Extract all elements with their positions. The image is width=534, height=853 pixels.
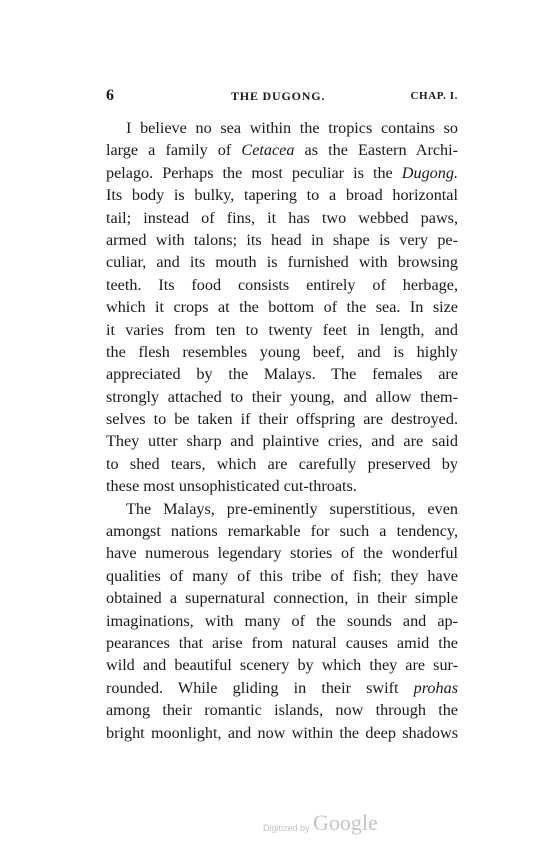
line-segment: They utter sharp and plaintive cries, and are said xyxy=(106,432,458,451)
line-segment: as the Eastern Archi- xyxy=(294,141,458,160)
line-segment: teeth. Its food consists entirely of herbage, xyxy=(106,275,458,294)
text-line xyxy=(106,520,458,542)
running-title: THE DUGONG. xyxy=(231,89,326,103)
line-segment: qualities of many of this tribe of fish; they have xyxy=(106,566,458,585)
text-line xyxy=(106,162,458,184)
italic-term: Dugong. xyxy=(401,163,458,182)
line-segment: have numerous legendary stories of the wonderful xyxy=(106,544,458,563)
text-line xyxy=(106,542,458,564)
text-line xyxy=(106,453,458,475)
page-header xyxy=(106,87,458,107)
line-segment: I believe no sea within the tropics contains so xyxy=(126,119,458,137)
line-segment: tail; instead of fins, it has two webbed paws, xyxy=(106,208,458,227)
text-line xyxy=(106,699,458,721)
text-line xyxy=(106,632,458,654)
digitization-watermark xyxy=(263,810,403,840)
text-line xyxy=(106,251,458,273)
text-line xyxy=(106,565,458,587)
text-line xyxy=(106,229,458,251)
text-line xyxy=(106,475,458,497)
text-line xyxy=(106,296,458,318)
line-segment: these most unsophisticated cut-throats. xyxy=(106,477,357,496)
text-line xyxy=(106,654,458,676)
line-segment: obtained a supernatural connection, in their simple xyxy=(106,589,458,608)
text-line xyxy=(106,430,458,452)
line-segment: the flesh resembles young beef, and is highly xyxy=(106,342,458,361)
line-segment: among their romantic islands, now through the xyxy=(106,701,458,720)
watermark-digitized-by: Digitized by xyxy=(263,823,310,833)
text-line xyxy=(106,117,458,139)
line-segment: strongly attached to their young, and allow them- xyxy=(106,387,458,406)
text-line xyxy=(106,274,458,296)
text-line xyxy=(106,610,458,632)
italic-term: Cetacea xyxy=(241,141,295,160)
text-line xyxy=(106,341,458,363)
text-line xyxy=(106,498,458,520)
line-segment: rounded. While gliding in their swift xyxy=(106,678,414,697)
line-segment: pelago. Perhaps the most peculiar is the xyxy=(106,163,402,182)
italic-term: prohas xyxy=(413,678,458,697)
google-logo: Google xyxy=(313,810,378,835)
line-segment: it varies from ten to twenty feet in length, and xyxy=(106,320,458,339)
page-number: 6 xyxy=(106,87,114,104)
line-segment: appreciated by the Malays. The females are xyxy=(106,365,458,384)
text-line xyxy=(106,587,458,609)
line-segment: wild and beautiful scenery by which they are sur- xyxy=(106,656,458,675)
line-segment: imaginations, with many of the sounds and ap- xyxy=(106,611,458,630)
text-line xyxy=(106,408,458,430)
line-segment: amongst nations remarkable for such a tendency, xyxy=(106,522,458,541)
text-line xyxy=(106,386,458,408)
line-segment: armed with talons; its head in shape is very pe- xyxy=(106,230,458,249)
line-segment: large a family of xyxy=(106,141,242,160)
text-line xyxy=(106,139,458,161)
line-segment: bright moonlight, and now within the deep shadows xyxy=(106,723,458,742)
line-segment: The Malays, pre-eminently superstitious, even xyxy=(126,499,458,518)
line-segment: to shed tears, which are carefully preserved by xyxy=(106,454,458,473)
line-segment: pearances that arise from natural causes amid the xyxy=(106,633,458,652)
body-text xyxy=(106,117,458,744)
text-line xyxy=(106,184,458,206)
line-segment: selves to be taken if their offspring are destroyed. xyxy=(106,410,458,429)
text-line xyxy=(106,677,458,699)
chapter-label: CHAP. I. xyxy=(410,90,458,102)
text-line xyxy=(106,722,458,744)
line-segment: Its body is bulky, tapering to a broad horizontal xyxy=(106,186,458,205)
text-line xyxy=(106,207,458,229)
line-segment: which it crops at the bottom of the sea. In size xyxy=(106,298,458,317)
line-segment: culiar, and its mouth is furnished with browsing xyxy=(106,253,458,272)
text-line xyxy=(106,319,458,341)
text-line xyxy=(106,363,458,385)
